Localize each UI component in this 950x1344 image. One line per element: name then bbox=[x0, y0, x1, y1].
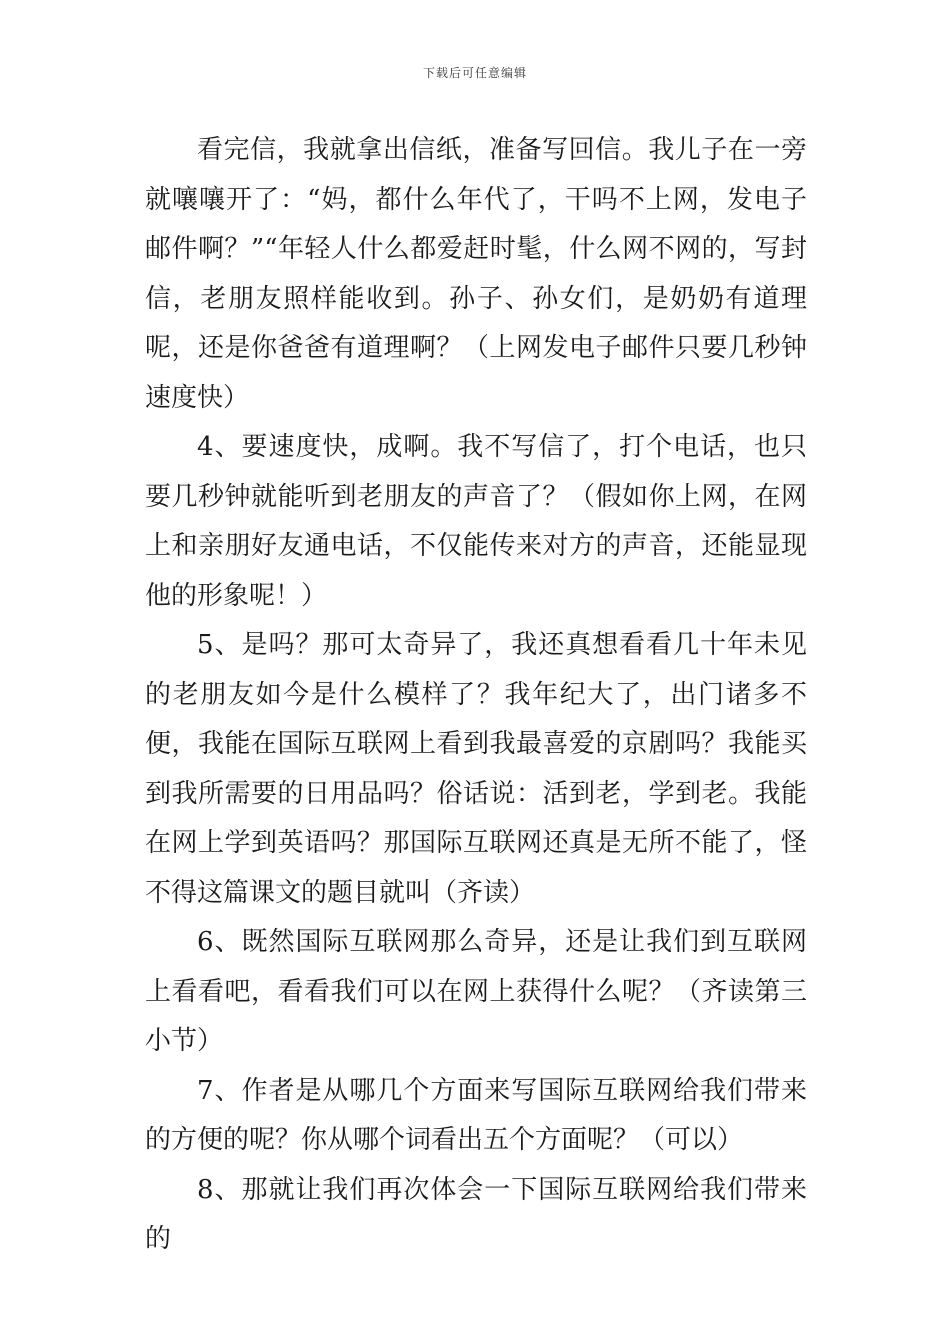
paragraph-item-4: 4、要速度快，成啊。我不写信了，打个电话，也只要几秒钟就能听到老朋友的声音了？（假如你上网，在网上和亲朋好友通电话，不仅能传来对方的声音，还能显现他的形象呢！） bbox=[145, 432, 807, 611]
page-header: 下载后可任意编辑 bbox=[422, 66, 527, 80]
paragraph-item-8: 8、那就让我们再次体会一下国际互联网给我们带来的 bbox=[145, 1174, 807, 1254]
document-body bbox=[145, 126, 807, 1265]
paragraph-item-6: 6、既然国际互联网那么奇异，还是让我们到互联网上看看吧，看看我们可以在网上获得什么呢？（齐读第三小节） bbox=[145, 927, 807, 1056]
paragraph-item-7: 7、作者是从哪几个方面来写国际互联网给我们带来的方便的呢？你从哪个词看出五个方面呢？（可以） bbox=[145, 1075, 807, 1155]
paragraph-item-5: 5、是吗？那可太奇异了，我还真想看看几十年未见的老朋友如今是什么模样了？我年纪大了，出门诸多不便，我能在国际互联网上看到我最喜爱的京剧吗？我能买到我所需要的日用品吗？俗话说：活到老，学到老。我能在网上学到英语吗？那国际互联网还真是无所不能了，怪不得这篇课文的题目就叫（齐读） bbox=[145, 630, 807, 908]
paragraph-reply-letter: 看完信，我就拿出信纸，准备写回信。我儿子在一旁就嚷嚷开了：“妈，都什么年代了，干吗不上网，发电子邮件啊？”“年轻人什么都爱赶时髦，什么网不网的，写封信，老朋友照样能收到。孙子、孙女们，是奶奶有道理呢，还是你爸爸有道理啊？（上网发电子邮件只要几秒钟速度快） bbox=[145, 135, 807, 413]
